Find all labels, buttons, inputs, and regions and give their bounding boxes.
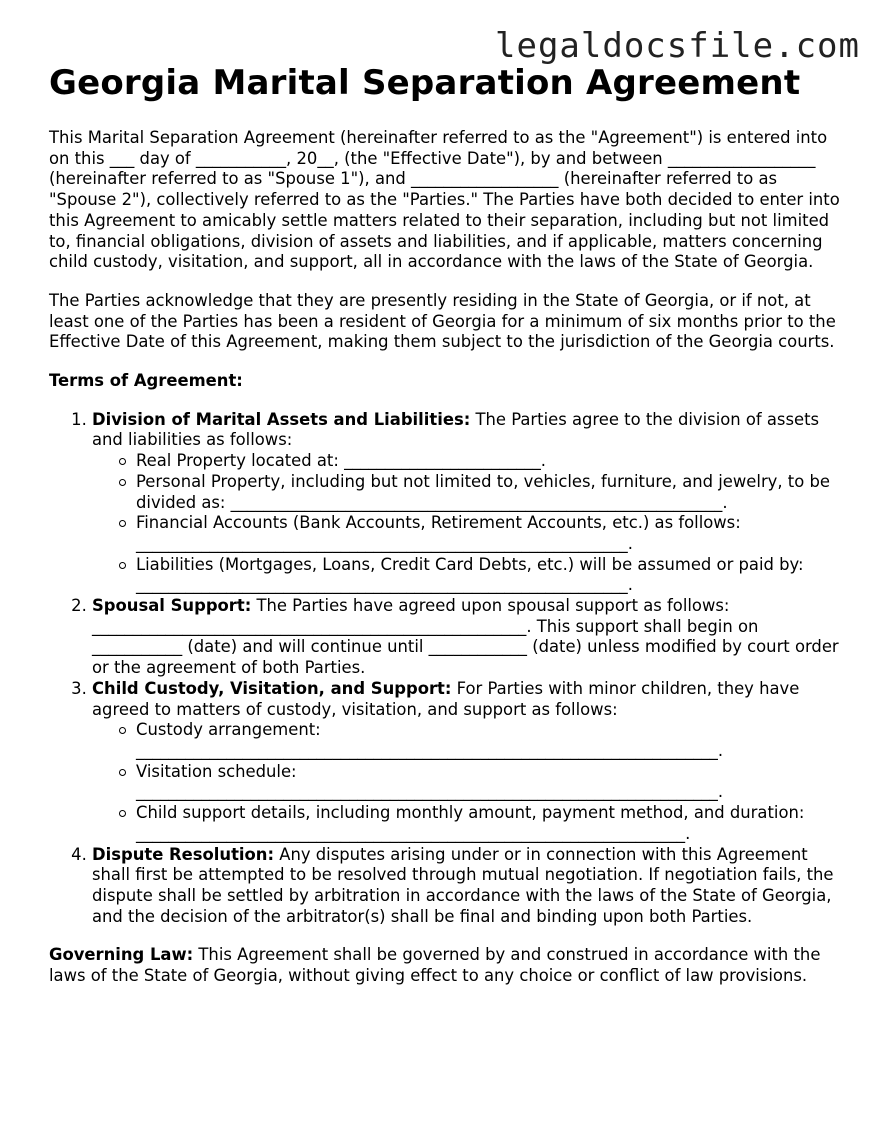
term-child-custody bbox=[92, 679, 849, 845]
sub-item-visitation: Visitation schedule: _______________________________________________________________________. bbox=[136, 762, 849, 803]
sub-item-custody: Custody arrangement: _______________________________________________________________________. bbox=[136, 720, 849, 761]
term-label: Child Custody, Visitation, and Support: bbox=[92, 678, 452, 698]
intro-paragraph: This Marital Separation Agreement (hereinafter referred to as the "Agreement") is entered into on this ___ day of ___________, 20__, (the "Effective Date"), by and between __________________ (hereinafter referred to as "Spouse 1"), and __________________ (hereinafter referred to as "Spouse 2"), collectively referred to as the "Parties." The Parties have both decided to enter into this Agreement to amicably settle matters related to their separation, including but not limited to, financial obligations, division of assets and liabilities, and if applicable, matters concerning child custody, visitation, and support, all in accordance with the laws of the State of Georgia. bbox=[49, 128, 840, 272]
terms-list bbox=[49, 410, 849, 928]
document-body bbox=[49, 62, 849, 1005]
residency-paragraph: The Parties acknowledge that they are presently residing in the State of Georgia, or if not, at least one of the Parties has been a resident of Georgia for a minimum of six months prior to the Effective Date of this Agreement, making them subject to the jurisdiction of the Georgia courts. bbox=[49, 290, 836, 352]
sub-item-liabilities: Liabilities (Mortgages, Loans, Credit Card Debts, etc.) will be assumed or paid by: ____________________________________________________________. bbox=[136, 555, 849, 596]
term-dispute-resolution bbox=[92, 845, 849, 928]
sub-item-financial-accounts: Financial Accounts (Bank Accounts, Retirement Accounts, etc.) as follows: ____________________________________________________________. bbox=[136, 513, 849, 554]
term-text: The Parties have agreed upon spousal support as follows: _____________________________________________________. This support shall begin on ___________ (date) and will continue until ____________ (date) unless modified by court order or the agreement of both Parties. bbox=[92, 596, 839, 678]
term-text: Any disputes arising under or in connection with this Agreement shall first be attempted to be resolved through mutual negotiation. If negotiation fails, the dispute shall be settled by arbitration in accordance with the laws of the State of Georgia, and the decision of the arbitrator(s) shall be final and binding upon both Parties. bbox=[92, 844, 834, 926]
term-spousal-support bbox=[92, 596, 849, 679]
terms-heading: Terms of Agreement: bbox=[49, 371, 243, 391]
watermark: legaldocsfile.com bbox=[495, 26, 860, 66]
term-division bbox=[92, 410, 849, 596]
term-label: Dispute Resolution: bbox=[92, 844, 275, 864]
term-text: For Parties with minor children, they have agreed to matters of custody, visitation, and support as follows: bbox=[92, 678, 800, 719]
sub-list bbox=[92, 720, 849, 844]
sub-item-child-support: Child support details, including monthly amount, payment method, and duration: ___________________________________________________________________. bbox=[136, 803, 849, 844]
term-label: Division of Marital Assets and Liabilities: bbox=[92, 409, 471, 429]
governing-label: Governing Law: bbox=[49, 945, 194, 965]
sub-list bbox=[92, 451, 849, 596]
document-title: Georgia Marital Separation Agreement bbox=[49, 63, 801, 103]
term-text: The Parties agree to the division of assets and liabilities as follows: bbox=[92, 409, 820, 450]
governing-text: This Agreement shall be governed by and construed in accordance with the laws of the State of Georgia, without giving effect to any choice or conflict of law provisions. bbox=[49, 945, 821, 986]
term-label: Spousal Support: bbox=[92, 596, 252, 616]
sub-item-personal-property: Personal Property, including but not limited to, vehicles, furniture, and jewelry, to be divided as: ____________________________________________________________. bbox=[136, 472, 849, 513]
governing-law-paragraph bbox=[49, 945, 849, 986]
sub-item-real-property: Real Property located at: ________________________. bbox=[136, 451, 849, 472]
